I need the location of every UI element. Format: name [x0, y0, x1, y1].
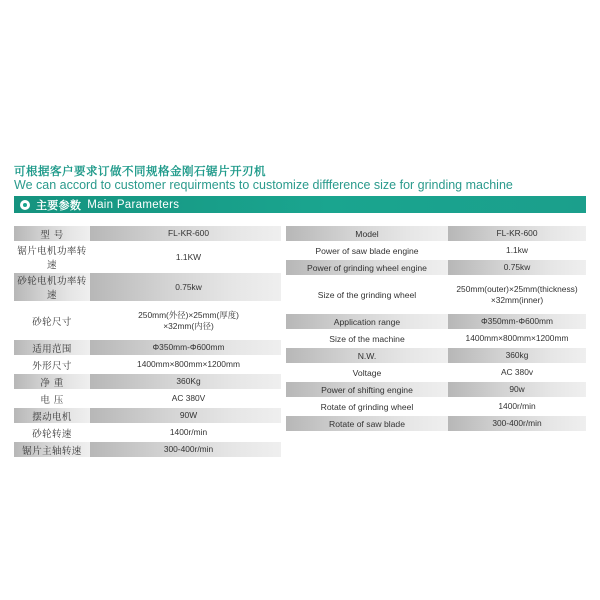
section-band — [14, 196, 586, 213]
table-row — [286, 348, 586, 363]
parameter-value: 90W — [90, 408, 281, 423]
parameter-value: 300-400r/min — [448, 416, 586, 431]
table-row — [14, 226, 281, 241]
table-row — [14, 374, 281, 389]
section-title-english: Main Parameters — [87, 198, 180, 211]
parameter-value: FL-KR-600 — [90, 226, 281, 241]
table-row — [286, 226, 586, 241]
parameters-table-english — [286, 224, 586, 433]
parameter-value: 0.75kw — [448, 260, 586, 275]
parameter-value: 1400mm×800mm×1200mm — [448, 331, 586, 346]
table-row — [286, 314, 586, 329]
parameter-label: 型 号 — [14, 226, 90, 241]
parameter-label: 砂轮电机功率转速 — [14, 273, 90, 301]
gear-icon — [20, 200, 30, 210]
parameter-label: 净 重 — [14, 374, 90, 389]
parameter-label: 适用范围 — [14, 340, 90, 355]
parameter-value: Φ350mm-Φ600mm — [90, 340, 281, 355]
heading-english: We can accord to customer requirments to customize diffference size for grinding machine — [14, 178, 513, 192]
parameter-label: Model — [286, 226, 448, 241]
parameters-table-chinese — [14, 224, 281, 459]
parameter-value: 1.1kw — [448, 243, 586, 258]
parameter-label: 外形尺寸 — [14, 357, 90, 372]
parameter-label: Rotate of grinding wheel — [286, 399, 448, 414]
parameter-label: Power of grinding wheel engine — [286, 260, 448, 275]
parameter-label: Power of saw blade engine — [286, 243, 448, 258]
table-row — [286, 382, 586, 397]
table-row — [286, 399, 586, 414]
parameter-value: FL-KR-600 — [448, 226, 586, 241]
parameter-label: N.W. — [286, 348, 448, 363]
parameter-value: 360kg — [448, 348, 586, 363]
parameter-label: Size of the machine — [286, 331, 448, 346]
parameter-label: Size of the grinding wheel — [286, 277, 448, 312]
parameter-label: 砂轮转速 — [14, 425, 90, 440]
parameter-value: 90w — [448, 382, 586, 397]
parameter-value: 1.1KW — [90, 243, 281, 271]
parameter-label: 砂轮尺寸 — [14, 303, 90, 338]
table-row — [14, 243, 281, 271]
parameter-value: Φ350mm-Φ600mm — [448, 314, 586, 329]
parameter-value: AC 380V — [90, 391, 281, 406]
table-row — [14, 391, 281, 406]
parameter-label: Voltage — [286, 365, 448, 380]
parameter-label: Application range — [286, 314, 448, 329]
section-title-chinese: 主要参数 — [36, 198, 82, 212]
parameter-value: 1400r/min — [90, 425, 281, 440]
parameter-value: 300-400r/min — [90, 442, 281, 457]
parameter-value: 250mm(外径)×25mm(厚度) ×32mm(内径) — [90, 303, 281, 338]
table-row — [286, 260, 586, 275]
table-row — [14, 408, 281, 423]
table-row — [286, 331, 586, 346]
parameter-value: 1400mm×800mm×1200mm — [90, 357, 281, 372]
heading-chinese: 可根据客户要求订做不同规格金刚石锯片开刃机 — [14, 164, 266, 178]
table-row — [286, 365, 586, 380]
table-row — [14, 425, 281, 440]
parameter-label: 电 压 — [14, 391, 90, 406]
parameter-value: 0.75kw — [90, 273, 281, 301]
table-row — [286, 243, 586, 258]
table-row — [14, 442, 281, 457]
table-row — [14, 357, 281, 372]
parameter-value: 1400r/min — [448, 399, 586, 414]
parameter-value: 360Kg — [90, 374, 281, 389]
parameter-label: 锯片电机功率转速 — [14, 243, 90, 271]
parameter-value: AC 380v — [448, 365, 586, 380]
table-row — [14, 273, 281, 301]
table-row — [14, 340, 281, 355]
table-row — [286, 416, 586, 431]
parameter-label: 锯片主轴转速 — [14, 442, 90, 457]
parameter-label: 摆动电机 — [14, 408, 90, 423]
parameter-label: Power of shifting engine — [286, 382, 448, 397]
parameter-value: 250mm(outer)×25mm(thickness) ×32mm(inner) — [448, 277, 586, 312]
table-row — [14, 303, 281, 338]
parameter-label: Rotate of saw blade — [286, 416, 448, 431]
table-row — [286, 277, 586, 312]
